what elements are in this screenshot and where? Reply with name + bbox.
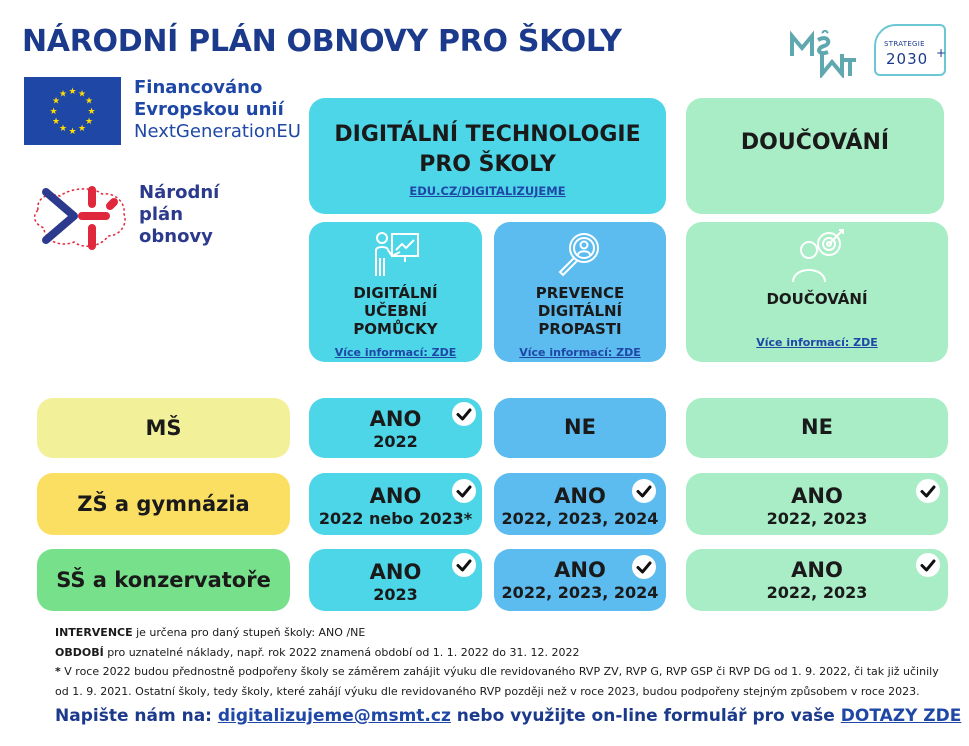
contact-line (55, 706, 961, 726)
pomucky-subheader (309, 222, 482, 362)
svg-text:★: ★ (68, 127, 77, 137)
cell-value: NE (564, 415, 596, 439)
svg-text:★: ★ (58, 89, 68, 100)
svg-text:★: ★ (84, 117, 94, 127)
npo-text (139, 182, 219, 248)
npo-line-2: plán (139, 204, 184, 225)
cell-years: 2022 nebo 2023* (318, 509, 473, 528)
doucovani-header (686, 98, 944, 214)
cell-ss-doucovani (686, 549, 948, 611)
cell-value: ANO (791, 558, 843, 582)
eu-line-2: Evropskou unií (134, 99, 284, 120)
pomucky-more-info-link[interactable]: Více informací: ZDE (334, 346, 457, 359)
checkmark-icon (452, 553, 476, 577)
cell-ss-pomucky (309, 549, 482, 611)
pomucky-line-2: UČEBNÍ (363, 302, 427, 320)
edu-cz-link[interactable]: EDU.CZ/DIGITALIZUJEME (409, 184, 566, 198)
digital-title-line-1: DIGITÁLNÍ TECHNOLOGIE (334, 122, 641, 147)
digital-technologies-header (309, 98, 666, 214)
npo-logo-icon (30, 176, 130, 260)
cell-zs-pomucky (309, 473, 482, 535)
svg-text:★: ★ (51, 117, 61, 127)
svg-text:★: ★ (58, 124, 68, 134)
strategie-plus: + (936, 46, 947, 60)
contact-prefix: Napište nám na: (55, 706, 218, 726)
page-title: NÁRODNÍ PLÁN OBNOVY PRO ŠKOLY (22, 24, 622, 59)
checkmark-icon (916, 553, 940, 577)
cell-value: ANO (369, 560, 422, 584)
row-label-zs: ZŠ a gymnázia (37, 473, 290, 535)
cell-value: ANO (369, 407, 422, 431)
cell-years: 2022, 2023, 2024 (501, 509, 659, 528)
cell-ms-doucovani (686, 398, 948, 458)
cell-zs-prevence (494, 473, 666, 535)
checkmark-icon (452, 479, 476, 503)
svg-text:★: ★ (87, 107, 96, 117)
pomucky-line-3: POMŮCKY (353, 320, 438, 338)
doucovani-label: DOUČOVÁNÍ (766, 290, 868, 308)
cell-ms-pomucky (309, 398, 482, 458)
checkmark-icon (452, 402, 476, 426)
cell-years: 2022, 2023 (766, 583, 868, 602)
prevence-subheader (494, 222, 666, 362)
cell-value: ANO (554, 558, 606, 582)
prevence-line-3: PROPASTI (538, 320, 622, 338)
person-target-icon (787, 228, 847, 284)
svg-text:★: ★ (77, 89, 87, 100)
teacher-board-icon (370, 228, 422, 280)
questions-form-link[interactable]: DOTAZY ZDE (840, 706, 962, 726)
svg-text:★: ★ (84, 96, 94, 107)
svg-text:★: ★ (49, 107, 58, 117)
doucovani-subheader (686, 222, 948, 362)
npo-line-1: Národní (139, 182, 220, 203)
eu-funding-text (134, 77, 301, 143)
cell-zs-doucovani (686, 473, 948, 535)
prevence-line-2: DIGITÁLNÍ (537, 302, 623, 320)
email-link[interactable]: digitalizujeme@msmt.cz (217, 706, 451, 726)
checkmark-icon (916, 479, 940, 503)
note-intervence: INTERVENCE je určena pro daný stupeň školy: ANO /NE (55, 626, 366, 639)
prevence-line-1: PREVENCE (535, 284, 625, 302)
row-label-ss: SŠ a konzervatoře (37, 549, 290, 611)
cell-years: 2022, 2023 (766, 509, 868, 528)
eu-flag-icon (24, 77, 121, 145)
strategie-label: STRATEGIE (884, 40, 925, 48)
msmt-logo (788, 30, 858, 78)
prevence-more-info-link[interactable]: Více informací: ZDE (519, 346, 641, 359)
cell-ss-prevence (494, 549, 666, 611)
contact-middle: nebo využijte on-line formulář pro vaše (450, 706, 841, 726)
digital-title-line-2: PRO ŠKOLY (419, 152, 556, 177)
cell-years: 2022, 2023, 2024 (501, 583, 659, 602)
cell-years: 2023 (373, 585, 418, 604)
doucovani-header-title: DOUČOVÁNÍ (740, 130, 890, 155)
strategie-year: 2030 (886, 50, 929, 68)
row-label-ms: MŠ (37, 398, 290, 458)
cell-value: NE (801, 415, 833, 439)
npo-line-3: obnovy (139, 226, 213, 247)
strategie-2030-logo (874, 24, 946, 76)
cell-value: ANO (791, 484, 843, 508)
pomucky-line-1: DIGITÁLNÍ (353, 284, 438, 302)
svg-text:★: ★ (51, 96, 61, 107)
svg-text:★: ★ (68, 87, 77, 97)
checkmark-icon (632, 479, 656, 503)
svg-text:★: ★ (77, 124, 87, 134)
footnotes (55, 623, 955, 701)
note-obdobi: OBDOBÍ pro uznatelné náklady, např. rok 2022 znamená období od 1. 1. 2022 do 31. 12. 2022 (55, 645, 580, 659)
note-star: * V roce 2022 budou přednostně podpořeny školy se záměrem zahájit výuku dle revidovaného RVP ZV, RVP G, RVP GSP či RVP DG od 1. 9. 2022, či tak již učinily (55, 665, 939, 678)
checkmark-icon (632, 555, 656, 579)
doucovani-more-info-link[interactable]: Více informací: ZDE (756, 336, 878, 349)
note-star-continued: od 1. 9. 2021. Ostatní školy, tedy školy, které zahájí výuku dle revidovaného RVP později než v roce 2023, budou podpořeny stejným způsobem v roce 2023. (55, 684, 920, 698)
cell-years: 2022 (373, 432, 418, 451)
cell-value: ANO (369, 484, 422, 508)
magnifier-person-icon (554, 228, 606, 280)
cell-value: ANO (554, 484, 606, 508)
eu-line-1: Financováno (134, 77, 263, 98)
eu-line-3: NextGenerationEU (134, 121, 301, 142)
cell-ms-prevence (494, 398, 666, 458)
